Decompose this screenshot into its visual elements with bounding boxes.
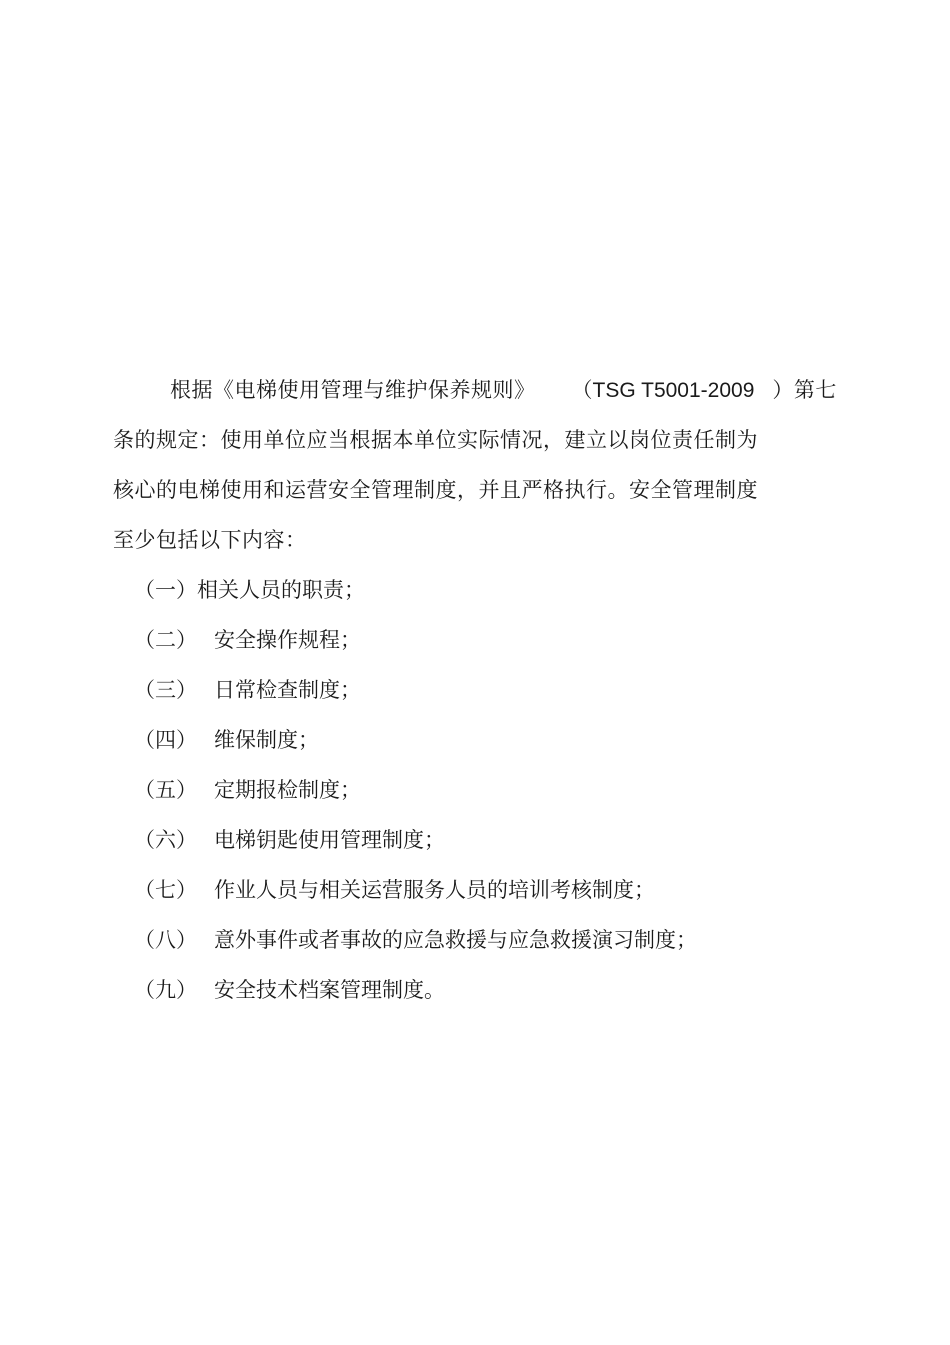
list-item	[134, 926, 697, 954]
list-item-text: 意外事件或者事故的应急救援与应急救援演习制度；	[214, 928, 697, 952]
list-item-number: （七）	[134, 878, 197, 902]
list-item-text: 定期报检制度；	[214, 778, 361, 802]
list-item	[134, 826, 445, 854]
list-item	[134, 626, 361, 654]
list-item-number: （八）	[134, 928, 197, 952]
list-item	[134, 876, 655, 904]
list-item	[134, 776, 361, 804]
list-item-text: 维保制度；	[214, 728, 319, 752]
paragraph-line-1	[170, 376, 837, 405]
list-item-text: 作业人员与相关运营服务人员的培训考核制度；	[214, 878, 655, 902]
list-item-number: （九）	[134, 978, 197, 1002]
list-item-text: 安全技术档案管理制度。	[214, 978, 445, 1002]
paragraph-line-2: 条的规定：使用单位应当根据本单位实际情况，建立以岗位责任制为	[113, 428, 758, 452]
list-item-text: 日常检查制度；	[214, 678, 361, 702]
paragraph-line-1-text: 根据《电梯使用管理与维护保养规则》	[170, 378, 536, 402]
list-item-text: 安全操作规程；	[214, 628, 361, 652]
standard-code: （TSG T5001-2009	[571, 379, 755, 402]
paragraph-line-4: 至少包括以下内容：	[113, 528, 307, 552]
list-item-text: 相关人员的职责；	[197, 578, 365, 602]
paragraph-line-3: 核心的电梯使用和运营安全管理制度，并且严格执行。安全管理制度	[113, 478, 758, 502]
paragraph-line-1-end: ）第七	[772, 378, 837, 402]
list-item-number: （二）	[134, 628, 197, 652]
list-item	[134, 676, 361, 704]
list-item-number: （三）	[134, 678, 197, 702]
list-item-number: （一）	[134, 578, 197, 602]
list-item	[134, 576, 365, 604]
list-item-text: 电梯钥匙使用管理制度；	[214, 828, 445, 852]
list-item-number: （四）	[134, 728, 197, 752]
list-item	[134, 726, 319, 754]
list-item-number: （六）	[134, 828, 197, 852]
list-item	[134, 976, 445, 1004]
list-item-number: （五）	[134, 778, 197, 802]
